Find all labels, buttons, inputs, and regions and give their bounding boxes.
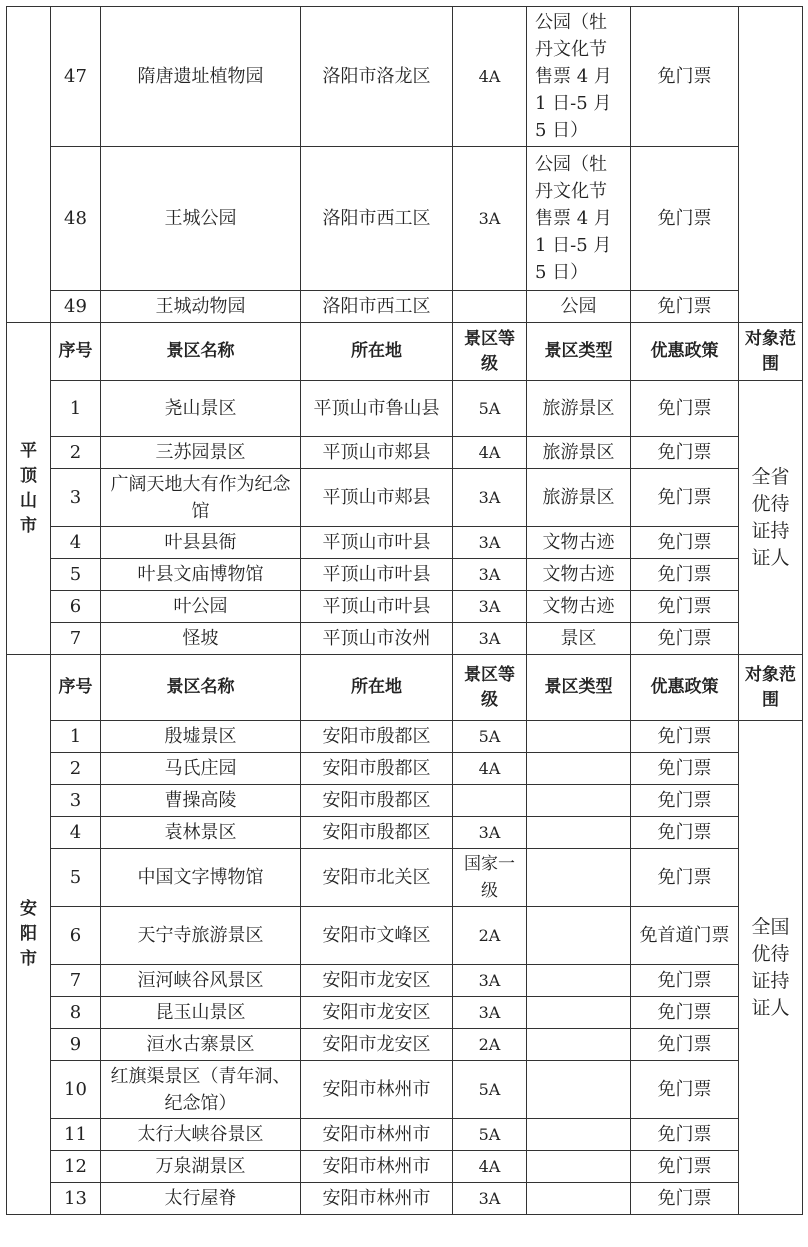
table-row (7, 1119, 803, 1151)
table-row (7, 381, 803, 437)
spot-type (527, 817, 631, 849)
header-no: 序号 (51, 655, 101, 721)
spot-location: 安阳市殷都区 (301, 817, 453, 849)
row-number: 2 (51, 753, 101, 785)
spot-level (453, 291, 527, 323)
spot-type: 旅游景区 (527, 469, 631, 527)
spot-type (527, 849, 631, 907)
table-row (7, 907, 803, 965)
spot-location: 安阳市林州市 (301, 1119, 453, 1151)
row-number: 48 (51, 147, 101, 291)
spot-name: 红旗渠景区（青年洞、纪念馆） (101, 1061, 301, 1119)
city-cell-pingdingshan: 平顶山市 (7, 323, 51, 655)
table-row (7, 437, 803, 469)
spot-location: 平顶山市郏县 (301, 437, 453, 469)
row-number: 6 (51, 591, 101, 623)
spot-location: 平顶山市郏县 (301, 469, 453, 527)
spot-type: 旅游景区 (527, 437, 631, 469)
header-row-pingdingshan (7, 323, 803, 381)
spot-policy: 免门票 (631, 527, 739, 559)
spot-type: 公园 (527, 291, 631, 323)
header-level: 景区等级 (453, 323, 527, 381)
spot-location: 安阳市龙安区 (301, 965, 453, 997)
header-scope: 对象范围 (739, 655, 803, 721)
spot-policy: 免门票 (631, 721, 739, 753)
spot-level (453, 785, 527, 817)
city-cell-luoyang-continued (7, 7, 51, 323)
spot-name: 王城动物园 (101, 291, 301, 323)
spot-type (527, 1029, 631, 1061)
table-row (7, 1029, 803, 1061)
header-level: 景区等级 (453, 655, 527, 721)
spot-name: 洹水古寨景区 (101, 1029, 301, 1061)
row-number: 49 (51, 291, 101, 323)
spot-policy: 免首道门票 (631, 907, 739, 965)
table-row (7, 1183, 803, 1215)
spot-type: 文物古迹 (527, 527, 631, 559)
header-name: 景区名称 (101, 655, 301, 721)
table-row (7, 849, 803, 907)
spot-type (527, 753, 631, 785)
spot-name: 太行大峡谷景区 (101, 1119, 301, 1151)
spot-name: 叶公园 (101, 591, 301, 623)
table-row (7, 721, 803, 753)
table-row (7, 291, 803, 323)
city-cell-anyang: 安阳市 (7, 655, 51, 1215)
spot-name: 叶县县衙 (101, 527, 301, 559)
spot-policy: 免门票 (631, 623, 739, 655)
spot-policy: 免门票 (631, 1119, 739, 1151)
table-row (7, 1151, 803, 1183)
spot-level: 4A (453, 753, 527, 785)
spot-level: 4A (453, 7, 527, 147)
spot-location: 安阳市林州市 (301, 1151, 453, 1183)
row-number: 9 (51, 1029, 101, 1061)
spot-policy: 免门票 (631, 997, 739, 1029)
spot-location: 平顶山市鲁山县 (301, 381, 453, 437)
spot-location: 安阳市龙安区 (301, 1029, 453, 1061)
table-row (7, 147, 803, 291)
spot-type: 旅游景区 (527, 381, 631, 437)
table-row (7, 753, 803, 785)
table-row (7, 785, 803, 817)
spot-type (527, 785, 631, 817)
spot-level: 3A (453, 817, 527, 849)
spot-location: 平顶山市叶县 (301, 591, 453, 623)
row-number: 7 (51, 965, 101, 997)
spot-type (527, 907, 631, 965)
spot-type (527, 1183, 631, 1215)
spot-policy: 免门票 (631, 381, 739, 437)
spot-name: 太行屋脊 (101, 1183, 301, 1215)
spot-policy: 免门票 (631, 849, 739, 907)
spot-level: 5A (453, 381, 527, 437)
table-row (7, 7, 803, 147)
spot-type (527, 1119, 631, 1151)
spot-level: 3A (453, 1183, 527, 1215)
header-location: 所在地 (301, 655, 453, 721)
spot-name: 隋唐遗址植物园 (101, 7, 301, 147)
spot-level: 3A (453, 997, 527, 1029)
spot-policy: 免门票 (631, 965, 739, 997)
spot-level: 3A (453, 147, 527, 291)
spot-level: 3A (453, 591, 527, 623)
spot-name: 王城公园 (101, 147, 301, 291)
table-row (7, 997, 803, 1029)
spot-location: 安阳市龙安区 (301, 997, 453, 1029)
scenic-spot-table (6, 6, 803, 1215)
spot-level: 3A (453, 623, 527, 655)
spot-type (527, 965, 631, 997)
table-row (7, 591, 803, 623)
spot-policy: 免门票 (631, 753, 739, 785)
scope-cell-anyang: 全国优待证持证人 (739, 721, 803, 1215)
table-row (7, 1061, 803, 1119)
header-row-anyang (7, 655, 803, 721)
spot-name: 昆玉山景区 (101, 997, 301, 1029)
spot-policy: 免门票 (631, 437, 739, 469)
spot-policy: 免门票 (631, 7, 739, 147)
header-scope: 对象范围 (739, 323, 803, 381)
table-row (7, 527, 803, 559)
spot-name: 殷墟景区 (101, 721, 301, 753)
row-number: 4 (51, 817, 101, 849)
spot-level: 2A (453, 907, 527, 965)
row-number: 7 (51, 623, 101, 655)
table-row (7, 965, 803, 997)
spot-policy: 免门票 (631, 469, 739, 527)
row-number: 11 (51, 1119, 101, 1151)
row-number: 2 (51, 437, 101, 469)
table-row (7, 559, 803, 591)
spot-level: 4A (453, 437, 527, 469)
spot-type: 文物古迹 (527, 591, 631, 623)
spot-location: 安阳市殷都区 (301, 785, 453, 817)
spot-name: 曹操高陵 (101, 785, 301, 817)
spot-location: 洛阳市西工区 (301, 147, 453, 291)
spot-location: 安阳市林州市 (301, 1061, 453, 1119)
spot-type (527, 1061, 631, 1119)
spot-location: 洛阳市西工区 (301, 291, 453, 323)
spot-level: 3A (453, 965, 527, 997)
row-number: 1 (51, 721, 101, 753)
row-number: 3 (51, 785, 101, 817)
spot-name: 天宁寺旅游景区 (101, 907, 301, 965)
spot-type (527, 721, 631, 753)
spot-location: 安阳市殷都区 (301, 721, 453, 753)
row-number: 3 (51, 469, 101, 527)
row-number: 5 (51, 849, 101, 907)
header-location: 所在地 (301, 323, 453, 381)
spot-name: 尧山景区 (101, 381, 301, 437)
spot-policy: 免门票 (631, 1183, 739, 1215)
spot-location: 洛阳市洛龙区 (301, 7, 453, 147)
spot-name: 万泉湖景区 (101, 1151, 301, 1183)
header-type: 景区类型 (527, 323, 631, 381)
row-number: 6 (51, 907, 101, 965)
spot-level: 5A (453, 721, 527, 753)
spot-location: 安阳市殷都区 (301, 753, 453, 785)
scope-cell-luoyang-continued (739, 7, 803, 323)
table-row (7, 623, 803, 655)
scope-cell-pingdingshan: 全省优待证持证人 (739, 381, 803, 655)
header-no: 序号 (51, 323, 101, 381)
spot-location: 安阳市文峰区 (301, 907, 453, 965)
row-number: 8 (51, 997, 101, 1029)
row-number: 13 (51, 1183, 101, 1215)
spot-level: 4A (453, 1151, 527, 1183)
header-type: 景区类型 (527, 655, 631, 721)
spot-policy: 免门票 (631, 291, 739, 323)
spot-level: 3A (453, 559, 527, 591)
spot-policy: 免门票 (631, 147, 739, 291)
row-number: 4 (51, 527, 101, 559)
spot-type: 文物古迹 (527, 559, 631, 591)
spot-name: 袁林景区 (101, 817, 301, 849)
row-number: 12 (51, 1151, 101, 1183)
spot-level: 国家一级 (453, 849, 527, 907)
spot-location: 安阳市林州市 (301, 1183, 453, 1215)
spot-name: 广阔天地大有作为纪念馆 (101, 469, 301, 527)
table-row (7, 469, 803, 527)
row-number: 5 (51, 559, 101, 591)
spot-type: 公园（牡丹文化节售票 4 月 1 日-5 月 5 日） (527, 7, 631, 147)
spot-name: 三苏园景区 (101, 437, 301, 469)
row-number: 47 (51, 7, 101, 147)
spot-type: 景区 (527, 623, 631, 655)
spot-location: 平顶山市叶县 (301, 559, 453, 591)
spot-policy: 免门票 (631, 1061, 739, 1119)
header-policy: 优惠政策 (631, 323, 739, 381)
row-number: 10 (51, 1061, 101, 1119)
spot-type: 公园（牡丹文化节售票 4 月 1 日-5 月 5 日） (527, 147, 631, 291)
spot-name: 怪坡 (101, 623, 301, 655)
spot-type (527, 997, 631, 1029)
spot-name: 马氏庄园 (101, 753, 301, 785)
spot-policy: 免门票 (631, 785, 739, 817)
header-policy: 优惠政策 (631, 655, 739, 721)
spot-policy: 免门票 (631, 1029, 739, 1061)
spot-location: 安阳市北关区 (301, 849, 453, 907)
spot-name: 叶县文庙博物馆 (101, 559, 301, 591)
spot-level: 3A (453, 527, 527, 559)
spot-policy: 免门票 (631, 1151, 739, 1183)
spot-level: 3A (453, 469, 527, 527)
spot-location: 平顶山市叶县 (301, 527, 453, 559)
spot-level: 5A (453, 1061, 527, 1119)
spot-name: 洹河峡谷风景区 (101, 965, 301, 997)
spot-policy: 免门票 (631, 591, 739, 623)
header-name: 景区名称 (101, 323, 301, 381)
spot-policy: 免门票 (631, 559, 739, 591)
table-row (7, 817, 803, 849)
spot-level: 5A (453, 1119, 527, 1151)
spot-name: 中国文字博物馆 (101, 849, 301, 907)
spot-level: 2A (453, 1029, 527, 1061)
spot-location: 平顶山市汝州 (301, 623, 453, 655)
spot-policy: 免门票 (631, 817, 739, 849)
spot-type (527, 1151, 631, 1183)
row-number: 1 (51, 381, 101, 437)
